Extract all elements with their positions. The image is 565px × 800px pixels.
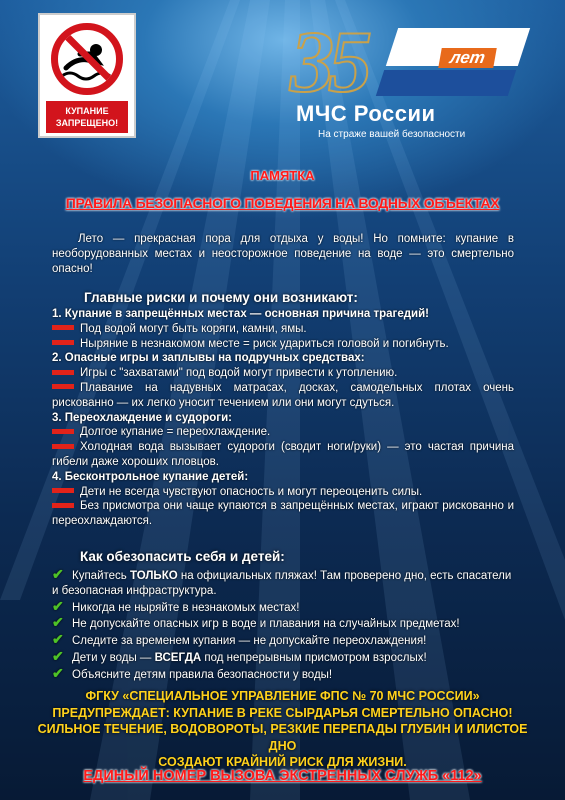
risk-item-text: Игры с "захватами" под водой могут привести к утоплению. — [80, 367, 398, 380]
risk-item — [52, 485, 514, 500]
risk-group — [52, 470, 514, 529]
checkmark-icon: ✔ — [52, 647, 64, 664]
safety-text: Дети у воды — — [72, 651, 155, 664]
risks-list — [52, 307, 514, 529]
warning-line: СИЛЬНОЕ ТЕЧЕНИЕ, ВОДОВОРОТЫ, РЕЗКИЕ ПЕРЕПАДЫ ГЛУБИН И ИЛИСТОЕ ДНО — [37, 722, 528, 753]
logo-let: лет — [438, 48, 496, 68]
red-dash-icon — [52, 444, 74, 449]
red-dash-icon — [52, 429, 74, 434]
safety-item — [52, 615, 514, 632]
logo-number: 35 — [290, 14, 366, 111]
logo-motto: На страже вашей безопасности — [318, 129, 466, 140]
checkmark-icon: ✔ — [52, 631, 64, 648]
safety-list — [52, 567, 514, 683]
risk-item — [52, 322, 514, 337]
page-title: ПАМЯТКА — [250, 168, 315, 183]
risk-heading: 4. Бесконтрольное купание детей: — [52, 470, 249, 483]
no-swimming-sign — [38, 13, 136, 138]
risk-item-text: Ныряние в незнакомом месте = риск удариться головой и погибнуть. — [80, 337, 449, 350]
risk-item — [52, 425, 514, 440]
safety-text: Не допускайте опасных игр в воде и плавания на случайных предметах! — [72, 618, 460, 631]
safety-text: Купайтесь — [72, 570, 130, 582]
safety-item — [52, 599, 514, 616]
safety-text: Никогда не ныряйте в незнакомых местах! — [72, 601, 300, 614]
logo-org-name: МЧС России — [296, 101, 436, 126]
checkmark-icon: ✔ — [52, 664, 64, 681]
red-dash-icon — [52, 384, 74, 389]
emergency-number: ЕДИНЫЙ НОМЕР ВЫЗОВА ЭКСТРЕННЫХ СЛУЖБ «112» — [83, 768, 482, 784]
warning-line: ФГКУ «СПЕЦИАЛЬНОЕ УПРАВЛЕНИЕ ФПС № 70 МЧС РОССИИ» — [85, 689, 480, 703]
safety-item — [52, 567, 514, 599]
risk-group — [52, 411, 514, 470]
sign-label — [46, 101, 128, 133]
risk-heading: 1. Купание в запрещённых местах — основная причина трагедий! — [52, 308, 429, 320]
risk-group — [52, 351, 514, 410]
sign-label-line1: КУПАНИЕ — [65, 106, 109, 116]
red-dash-icon — [52, 488, 74, 493]
safety-heading: Как обезопасить себя и детей: — [80, 549, 285, 564]
warning-line: СОЗДАЮТ КРАЙНИЙ РИСК ДЛЯ ЖИЗНИ. — [158, 755, 407, 769]
red-dash-icon — [52, 370, 74, 375]
risk-item-text: Плавание на надувных матрасах, досках, самодельных плотах очень рискованно — их легко уносит течением или они могут сдуться. — [52, 381, 514, 409]
checkmark-icon: ✔ — [52, 566, 64, 582]
checkmark-icon: ✔ — [52, 597, 64, 614]
risk-item — [52, 499, 514, 529]
risk-item — [52, 337, 514, 352]
red-dash-icon — [52, 340, 74, 345]
risk-item-text: Холодная вода вызывает судороги (сводит ноги/руки) — это частая причина гибели даже хороших пловцов. — [52, 441, 514, 468]
red-dash-icon — [52, 325, 74, 330]
safety-item — [52, 632, 514, 649]
safety-text: Следите за временем купания — не допускайте переохлаждения! — [72, 635, 427, 648]
safety-item — [52, 666, 514, 683]
risk-item — [52, 366, 514, 381]
risk-item-text: Под водой могут быть коряги, камни, ямы. — [80, 322, 307, 335]
logo-blue-band — [376, 70, 516, 96]
warning-line: ПРЕДУПРЕЖДАЕТ: КУПАНИЕ В РЕКЕ СЫРДАРЬЯ СМЕРТЕЛЬНО ОПАСНО! — [52, 705, 513, 720]
risks-heading: Главные риски и почему они возникают: — [84, 290, 358, 305]
risk-item — [52, 440, 514, 470]
intro-paragraph: Лето — прекрасная пора для отдыха у воды! Но помните: купание в необорудованных местах и неосторожное поведение на воде — это смертельно опасно! — [52, 233, 514, 275]
safety-text: Объясните детям правила безопасности у воды! — [72, 668, 333, 681]
risk-item-text: Дети не всегда чувствуют опасность и могут переоценить силы. — [80, 485, 423, 498]
safety-item — [52, 649, 514, 666]
risk-item — [52, 381, 514, 411]
warning-block — [30, 688, 535, 771]
sign-label-line2: ЗАПРЕЩЕНО! — [55, 118, 119, 128]
checkmark-icon: ✔ — [52, 614, 64, 631]
prohibition-circle — [51, 23, 123, 95]
safety-emphasis: ТОЛЬКО — [129, 570, 178, 582]
risk-item-text: Без присмотра они чаще купаются в запрещённых местах, играют рискованно и переохлаждаются. — [52, 500, 514, 528]
page-subtitle: ПРАВИЛА БЕЗОПАСНОГО ПОВЕДЕНИЯ НА ВОДНЫХ ОБЪЕКТАХ — [65, 195, 500, 211]
mchs-35-logo — [272, 14, 532, 148]
safety-emphasis: ВСЕГДА — [154, 651, 202, 664]
risk-group — [52, 307, 514, 351]
risk-heading: 2. Опасные игры и заплывы на подручных средствах: — [52, 352, 365, 365]
red-dash-icon — [52, 503, 74, 508]
risk-heading: 3. Переохлаждение и судороги: — [52, 411, 232, 424]
safety-text: на официальных пляжах! Там проверено дно, есть спасатели и безопасная инфраструктура. — [52, 570, 512, 597]
risk-item-text: Долгое купание = переохлаждение. — [80, 426, 271, 439]
safety-text: под непрерывным присмотром взрослых! — [201, 651, 427, 664]
